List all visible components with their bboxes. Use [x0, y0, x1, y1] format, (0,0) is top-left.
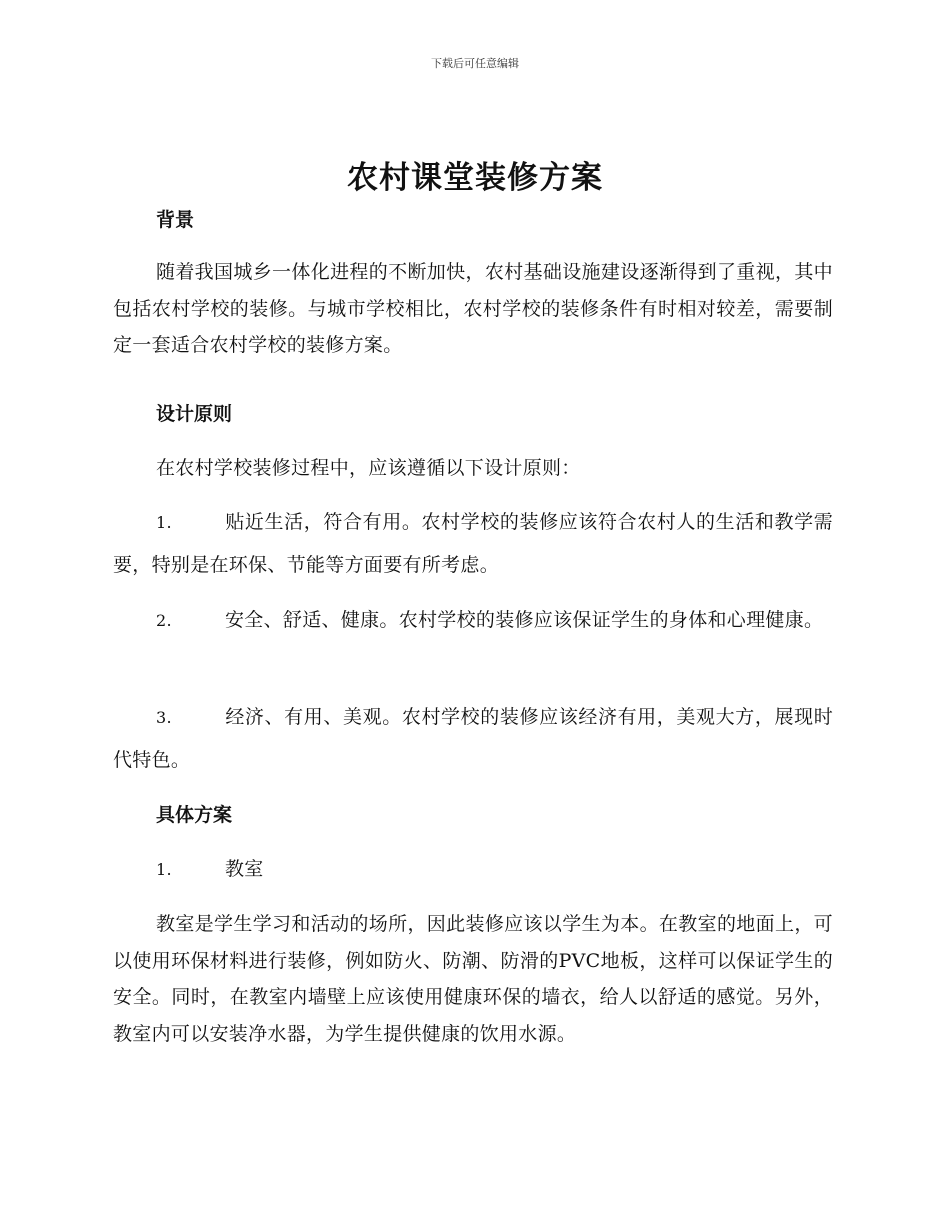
list-item-text: 教室	[225, 858, 264, 880]
paragraph-principles-intro: 在农村学校装修过程中，应该遵循以下设计原则：	[156, 457, 581, 479]
document-title: 农村课堂装修方案	[347, 160, 603, 196]
list-number: 1.	[156, 513, 172, 532]
heading-background: 背景	[156, 209, 195, 231]
list-number: 2.	[156, 611, 172, 630]
paragraph-background: 随着我国城乡一体化进程的不断加快，农村基础设施建设逐渐得到了重视，其中包括农村学校的装修。与城市学校相比，农村学校的装修条件有时相对较差，需要制定一套适合农村学校的装修方案。	[113, 261, 833, 356]
heading-principles: 设计原则	[156, 403, 233, 425]
header-note: 下载后可任意编辑	[431, 57, 519, 70]
list-item-text: 安全、舒适、健康。农村学校的装修应该保证学生的身体和心理健康。	[225, 609, 824, 631]
list-item-principle-1	[113, 501, 833, 587]
list-number: 3.	[156, 708, 172, 727]
list-item-plan-1	[113, 848, 833, 891]
paragraph-classroom: 教室是学生学习和活动的场所，因此装修应该以学生为本。在教室的地面上，可以使用环保材料进行装修，例如防火、防潮、防滑的PVC地板，这样可以保证学生的安全。同时，在教室内墙壁上应该使用健康环保的墙衣，给人以舒适的感觉。另外，教室内可以安装净水器，为学生提供健康的饮用水源。	[113, 913, 833, 1045]
list-number: 1.	[156, 860, 172, 879]
list-item-text: 经济、有用、美观。农村学校的装修应该经济有用，美观大方，展现时代特色。	[113, 706, 833, 771]
heading-plan: 具体方案	[156, 804, 233, 826]
list-item-text: 贴近生活，符合有用。农村学校的装修应该符合农村人的生活和教学需要，特别是在环保、节能等方面要有所考虑。	[113, 511, 833, 576]
list-item-principle-3	[113, 696, 833, 782]
list-item-principle-2	[113, 599, 833, 642]
